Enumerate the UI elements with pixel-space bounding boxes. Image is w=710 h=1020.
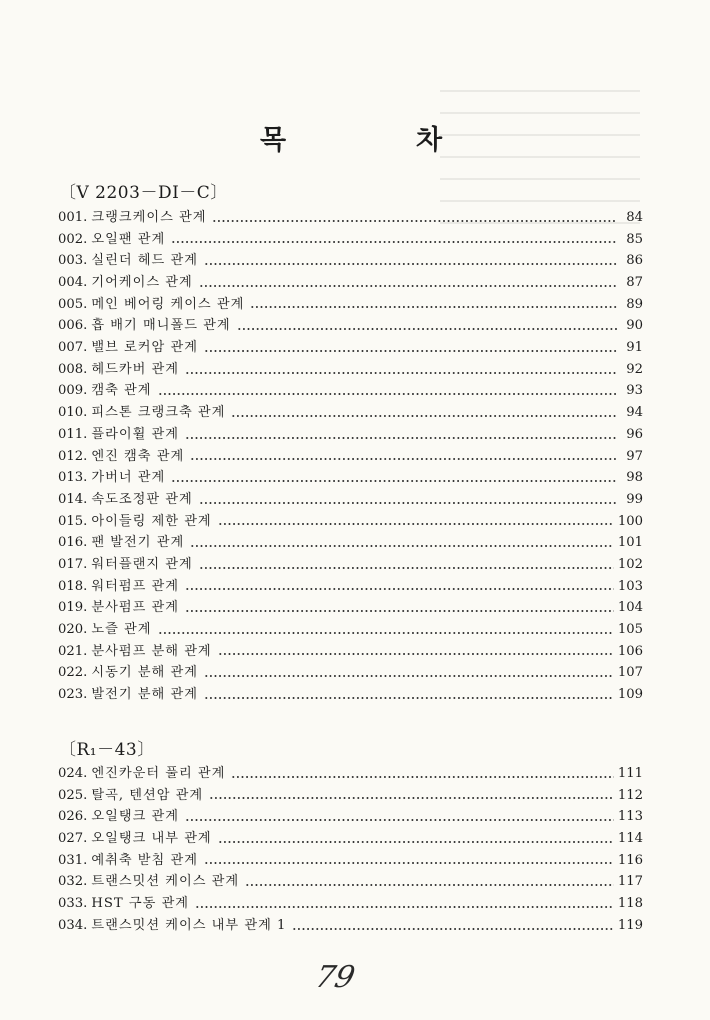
entry-number: 006. <box>58 318 88 334</box>
toc-entry <box>58 850 643 872</box>
entry-number: 005. <box>58 296 88 312</box>
entry-page-number: 85 <box>626 231 643 247</box>
entry-label: 탈곡, 텐션암 관계 <box>91 787 204 803</box>
toc-entry <box>58 381 643 403</box>
dot-leader <box>212 219 617 223</box>
entry-page-number: 104 <box>617 600 643 616</box>
toc-entry <box>58 229 643 251</box>
dot-leader <box>204 674 614 678</box>
entry-label: 피스톤 크랭크축 관계 <box>91 405 226 421</box>
entry-number: 009. <box>58 383 88 399</box>
entry-page-number: 107 <box>617 665 643 681</box>
entry-label: HST 구동 관계 <box>91 896 190 912</box>
toc-entry <box>58 662 643 684</box>
entry-page-number: 94 <box>626 405 643 421</box>
toc-entry <box>58 554 643 576</box>
section-header: 〔R₁－43〕 <box>59 740 155 760</box>
entry-number: 020. <box>58 622 88 638</box>
entry-label: 워터펌프 관계 <box>91 578 180 594</box>
entry-number: 013. <box>58 470 88 486</box>
dot-leader <box>237 327 617 331</box>
toc-entry <box>58 359 643 381</box>
entry-page-number: 100 <box>617 513 643 529</box>
toc-entry <box>58 294 643 316</box>
entry-page-number: 89 <box>626 296 643 312</box>
entry-number: 015. <box>58 513 88 529</box>
entry-page-number: 98 <box>626 470 643 486</box>
toc-entry <box>58 684 643 706</box>
toc-entry <box>58 806 643 828</box>
dot-leader <box>190 457 617 461</box>
dot-leader <box>199 284 617 288</box>
dot-leader <box>204 696 614 700</box>
dot-leader <box>158 392 617 396</box>
entry-page-number: 112 <box>617 787 643 803</box>
entry-number: 011. <box>58 426 88 442</box>
entry-number: 022. <box>58 665 88 681</box>
entry-label: 엔진카운터 풀리 관계 <box>91 765 226 781</box>
entry-label: 분사펌프 관계 <box>91 600 180 616</box>
entry-label: 플라이휠 관계 <box>91 426 180 442</box>
toc-entry <box>58 446 643 468</box>
dot-leader <box>199 501 617 505</box>
entry-number: 017. <box>58 556 88 572</box>
toc-entry <box>58 576 643 598</box>
toc-entry <box>58 871 643 893</box>
entry-page-number: 106 <box>617 643 643 659</box>
toc-entry <box>58 785 643 807</box>
entry-label: 흡 배기 매니폴드 관계 <box>91 318 231 334</box>
toc-entry <box>58 893 643 915</box>
toc-entry <box>58 272 643 294</box>
entry-page-number: 87 <box>626 275 643 291</box>
entry-number: 007. <box>58 340 88 356</box>
toc-entry <box>58 763 643 785</box>
entry-label: 오일탱크 내부 관계 <box>91 831 212 847</box>
dot-leader <box>204 349 617 353</box>
entry-page-number: 117 <box>617 874 643 890</box>
entry-label: 분사펌프 분해 관계 <box>91 643 212 659</box>
dot-leader <box>204 861 614 865</box>
entry-page-number: 105 <box>617 622 643 638</box>
entry-number: 014. <box>58 491 88 507</box>
entry-label: 오일탱크 관계 <box>91 809 180 825</box>
dot-leader <box>218 522 614 526</box>
dot-leader <box>231 414 617 418</box>
entry-label: 아이들링 제한 관계 <box>91 513 212 529</box>
toc-entry <box>58 467 643 489</box>
entry-page-number: 97 <box>626 448 643 464</box>
entry-page-number: 102 <box>617 556 643 572</box>
dot-leader <box>204 262 617 266</box>
section-header: 〔V 2203－DI－C〕 <box>59 183 228 203</box>
handwritten-page-number: 79 <box>312 960 358 995</box>
entry-number: 012. <box>58 448 88 464</box>
entry-label: 메인 베어링 케이스 관계 <box>91 296 245 312</box>
entry-number: 008. <box>58 361 88 377</box>
dot-leader <box>185 587 614 591</box>
entry-page-number: 84 <box>626 209 643 225</box>
entry-number: 023. <box>58 687 88 703</box>
entry-number: 034. <box>58 917 88 933</box>
toc-entry <box>58 250 643 272</box>
entry-number: 024. <box>58 765 88 781</box>
entry-number: 032. <box>58 874 88 890</box>
toc-entry <box>58 315 643 337</box>
entry-page-number: 119 <box>617 917 643 933</box>
entry-number: 033. <box>58 896 88 912</box>
dot-leader <box>190 544 614 548</box>
dot-leader <box>231 775 613 779</box>
toc-entry <box>58 532 643 554</box>
toc-entry <box>58 424 643 446</box>
entry-page-number: 111 <box>617 765 643 781</box>
dot-leader <box>185 818 614 822</box>
entry-label: 캠축 관계 <box>91 383 152 399</box>
dot-leader <box>250 305 617 309</box>
entry-number: 002. <box>58 231 88 247</box>
entry-number: 003. <box>58 253 88 269</box>
dot-leader <box>185 371 617 375</box>
entry-label: 실린더 헤드 관계 <box>91 253 198 269</box>
entry-label: 트랜스밋션 케이스 내부 관계 1 <box>91 917 287 933</box>
toc-entry <box>58 619 643 641</box>
entry-page-number: 86 <box>626 253 643 269</box>
entry-page-number: 116 <box>617 852 643 868</box>
toc-entry <box>58 489 643 511</box>
entry-page-number: 114 <box>617 831 643 847</box>
entry-number: 019. <box>58 600 88 616</box>
toc-entry <box>58 597 643 619</box>
entry-label: 노즐 관계 <box>91 622 152 638</box>
entry-page-number: 93 <box>626 383 643 399</box>
dot-leader <box>218 652 614 656</box>
entry-number: 001. <box>58 209 88 225</box>
toc-entry <box>58 915 643 937</box>
entry-page-number: 101 <box>617 535 643 551</box>
toc-entry <box>58 641 643 663</box>
entry-label: 트랜스밋션 케이스 관계 <box>91 874 240 890</box>
entry-label: 가버너 관계 <box>91 470 166 486</box>
entry-label: 예취축 받침 관계 <box>91 852 198 868</box>
entry-page-number: 109 <box>617 687 643 703</box>
entry-label: 엔진 캠축 관계 <box>91 448 185 464</box>
entry-page-number: 118 <box>617 896 643 912</box>
entry-label: 오일팬 관계 <box>91 231 166 247</box>
entry-label: 밸브 로커암 관계 <box>91 340 198 356</box>
dot-leader <box>199 566 614 570</box>
entry-page-number: 92 <box>626 361 643 377</box>
toc-entry <box>58 828 643 850</box>
entry-label: 시동기 분해 관계 <box>91 665 198 681</box>
toc-entry <box>58 402 643 424</box>
entry-label: 발전기 분해 관계 <box>91 687 198 703</box>
entry-label: 워터플랜지 관계 <box>91 556 193 572</box>
entry-number: 027. <box>58 831 88 847</box>
entry-page-number: 99 <box>626 491 643 507</box>
dot-leader <box>292 927 613 931</box>
entry-page-number: 103 <box>617 578 643 594</box>
entry-page-number: 90 <box>626 318 643 334</box>
entry-number: 016. <box>58 535 88 551</box>
dot-leader <box>185 436 617 440</box>
dot-leader <box>158 631 614 635</box>
dot-leader <box>171 479 617 483</box>
title-char-left: 목 <box>260 125 287 156</box>
entry-number: 004. <box>58 275 88 291</box>
dot-leader <box>245 883 614 887</box>
entry-page-number: 113 <box>617 809 643 825</box>
entry-number: 025. <box>58 787 88 803</box>
entry-page-number: 91 <box>626 340 643 356</box>
toc-entry <box>58 337 643 359</box>
entry-label: 속도조정판 관계 <box>91 491 193 507</box>
dot-leader <box>218 840 614 844</box>
dot-leader <box>195 905 614 909</box>
dot-leader <box>171 240 617 244</box>
entry-number: 010. <box>58 405 88 421</box>
entry-number: 031. <box>58 852 88 868</box>
toc-entry <box>58 511 643 533</box>
title-char-right: 차 <box>416 125 443 156</box>
entry-number: 026. <box>58 809 88 825</box>
entry-page-number: 96 <box>626 426 643 442</box>
entry-number: 018. <box>58 578 88 594</box>
entry-label: 기어케이스 관계 <box>91 275 193 291</box>
entry-label: 크랭크케이스 관계 <box>91 209 207 225</box>
toc-list <box>58 207 643 706</box>
entry-number: 021. <box>58 643 88 659</box>
entry-label: 팬 발전기 관계 <box>91 535 185 551</box>
entry-label: 헤드카버 관계 <box>91 361 180 377</box>
toc-entry <box>58 207 643 229</box>
toc-list <box>58 763 643 937</box>
dot-leader <box>209 796 614 800</box>
dot-leader <box>185 609 614 613</box>
